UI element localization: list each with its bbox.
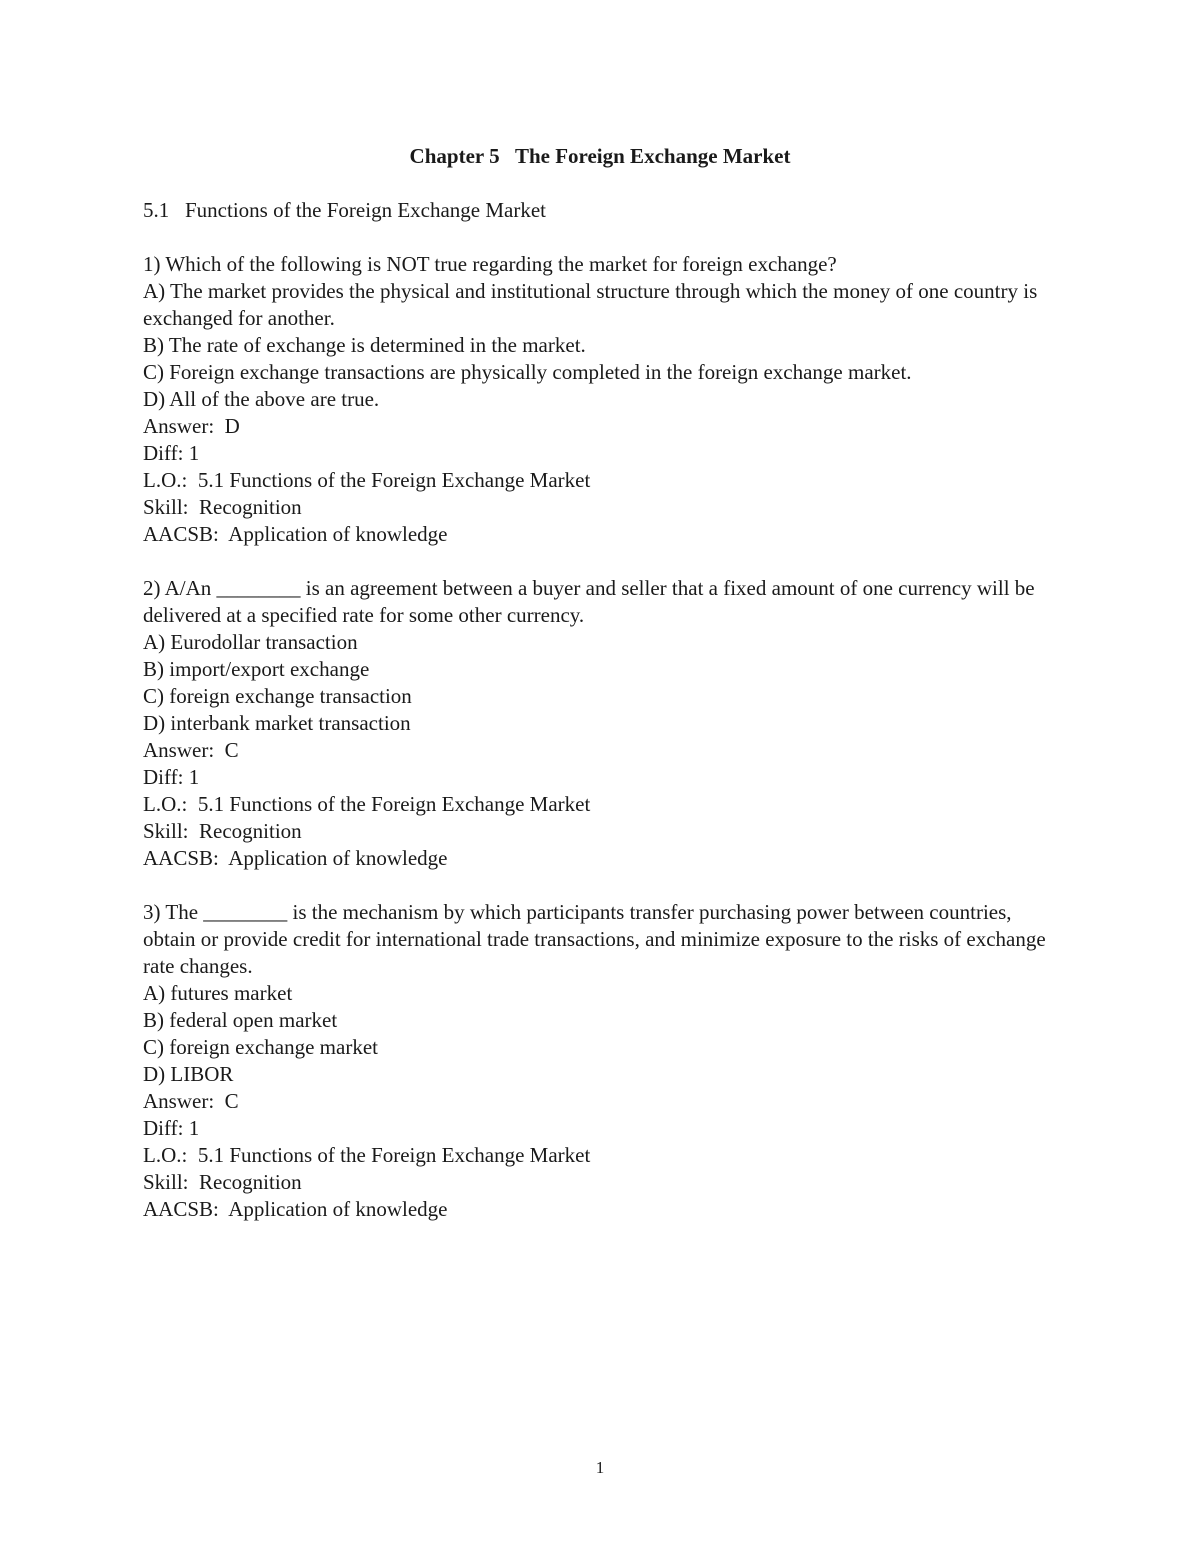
answer-line: Answer: C: [143, 1089, 239, 1113]
question-stem: 1) Which of the following is NOT true regarding the market for foreign exchange?: [143, 252, 837, 276]
option-b: B) federal open market: [143, 1008, 338, 1032]
learning-objective-line: L.O.: 5.1 Functions of the Foreign Exchange Market: [143, 1143, 591, 1167]
question-3: [143, 899, 1058, 1223]
option-b: B) The rate of exchange is determined in the market.: [143, 333, 586, 357]
aacsb-line: AACSB: Application of knowledge: [143, 1197, 448, 1221]
option-c: C) foreign exchange transaction: [143, 684, 412, 708]
question-stem: 2) A/An ________ is an agreement between a buyer and seller that a fixed amount of one currency will be delivered at a specified rate for some other currency.: [143, 576, 1040, 627]
answer-line: Answer: D: [143, 414, 240, 438]
skill-line: Skill: Recognition: [143, 495, 302, 519]
skill-line: Skill: Recognition: [143, 819, 302, 843]
question-1: [143, 251, 1058, 548]
option-c: C) foreign exchange market: [143, 1035, 378, 1059]
option-b: B) import/export exchange: [143, 657, 370, 681]
page-number: 1: [595, 1458, 605, 1477]
option-a: A) Eurodollar transaction: [143, 630, 358, 654]
learning-objective-line: L.O.: 5.1 Functions of the Foreign Exchange Market: [143, 468, 591, 492]
aacsb-line: AACSB: Application of knowledge: [143, 522, 448, 546]
aacsb-line: AACSB: Application of knowledge: [143, 846, 448, 870]
option-c: C) Foreign exchange transactions are physically completed in the foreign exchange market.: [143, 360, 912, 384]
option-d: D) All of the above are true.: [143, 387, 380, 411]
chapter-title: Chapter 5 The Foreign Exchange Market: [409, 144, 791, 168]
page-content: [143, 197, 1058, 1250]
learning-objective-line: L.O.: 5.1 Functions of the Foreign Exchange Market: [143, 792, 591, 816]
difficulty-line: Diff: 1: [143, 765, 200, 789]
question-2: [143, 575, 1058, 872]
option-a: A) futures market: [143, 981, 293, 1005]
difficulty-line: Diff: 1: [143, 441, 200, 465]
option-d: D) LIBOR: [143, 1062, 234, 1086]
skill-line: Skill: Recognition: [143, 1170, 302, 1194]
difficulty-line: Diff: 1: [143, 1116, 200, 1140]
answer-line: Answer: C: [143, 738, 239, 762]
option-d: D) interbank market transaction: [143, 711, 411, 735]
option-a: A) The market provides the physical and institutional structure through which the money of one country is exchanged for another.: [143, 279, 1043, 330]
question-stem: 3) The ________ is the mechanism by which participants transfer purchasing power between countries, obtain or provide credit for international trade transactions, and minimize exposure to the risks of exchange rate changes.: [143, 900, 1051, 978]
section-heading: 5.1 Functions of the Foreign Exchange Market: [143, 198, 546, 222]
